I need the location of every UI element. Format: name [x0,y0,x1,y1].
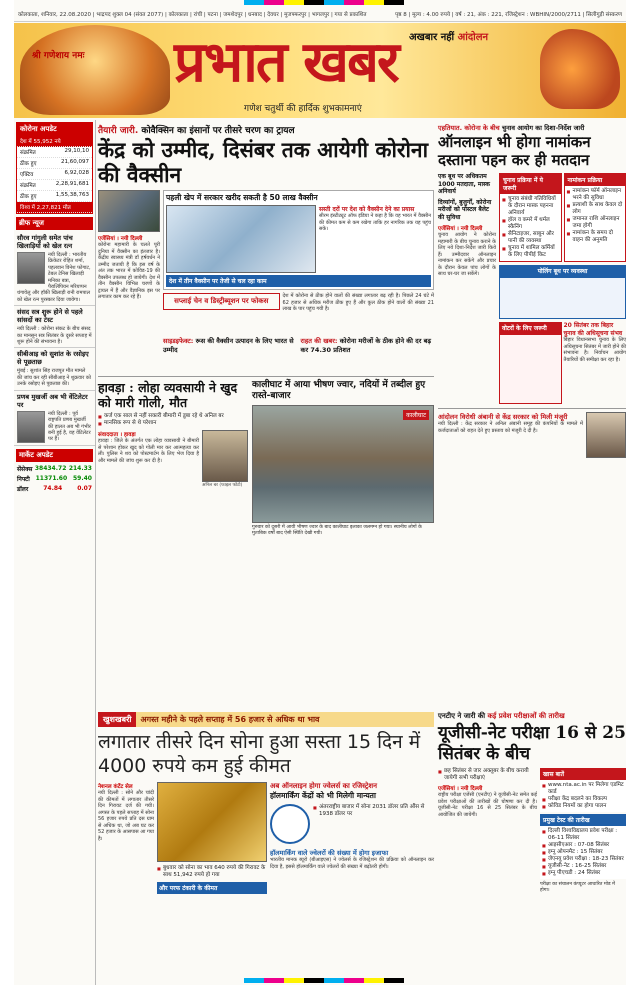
hawrah-byline: संवाददाता । हावड़ा [98,432,136,438]
market-row [14,464,95,474]
market-row [14,474,95,484]
left-column [14,120,96,985]
box2-item: ■ नामांकन के समय दो वाहन की अनुमति [567,230,624,244]
ad-image [540,29,620,109]
box3-title: पोलिंग बूथ पर व्यवस्था [499,265,626,277]
lead-body: कोरोना महामारी के चलते पूरी दुनिया में वैक्सीन का इंतजार है। केंद्रीय स्वास्थ्य मंत्री डॉ हर्षवर्धन ने उम्मीद जतायी है कि इस वर्ष के अंत तक भारत में कोविड-19 की वैक्सीन उपलब्ध हो जायेगी। देश में तीन वैक्सीन विभिन्न चरणों के ट्रायल में हैं और वैज्ञानिक इस पर लगातार काम कर रहे हैं। [98,242,160,300]
corona-row-label: संक्रमित [20,150,36,156]
supply-title: सप्लाई चेन व डिस्ट्रीब्यूशन पर फोकस [163,293,280,310]
brief-story [14,391,95,446]
bottom-color-bar [244,978,404,983]
corona-row [17,158,92,169]
ugc-box-item: ■ परीक्षा केंद्र बदलने का विकल्प [542,796,624,803]
vaccine-photo [166,205,316,273]
brief-story [14,348,95,390]
gold-strip: अगस्त महीने के पहले सप्ताह में 56 हजार से अधिक था भाव [140,715,320,724]
market-change: 0.07 [77,484,92,492]
corona-row-label: ठीक हुए [20,194,37,200]
brief-story-title: प्रणब मुखर्जी अब भी वेंटिलेटर पर [17,392,88,409]
brief-news-title: ब्रीफ न्यूज [16,217,93,230]
box1-item: ■ चुनाव संबंधी गतिविधियों के दौरान मास्क पहनना अनिवार्य [502,196,559,217]
ugc-sched-item: ■ दिल्ली विश्वविद्यालय प्रवेश परीक्षा : 06-11 सितंबर [542,828,624,842]
corona-update-box [16,122,93,214]
gold-body: नयी दिल्ली : सोने और चांदी की कीमतों में लगातार तीसरे दिन गिरावट दर्ज की गयी। अगस्त के पहले सप्ताह में सोना 56 हजार रुपये प्रति दस ग्राम से अधिक था, जो अब घट कर 52 हजार के आसपास आ गया है। [98,790,154,842]
ganesh-image [20,25,170,115]
brief-news-list [14,232,95,446]
market-value: 74.84 [43,484,63,492]
ugc-box-item: ■ www.nta.ac.in पर मिलेगा एडमिट कार्ड [542,782,624,796]
gold-tag: खुशखबरी [98,712,136,727]
ugc-box-title: खास बातें [540,768,626,780]
market-name: डॉलर [17,485,29,493]
ugc-byline: एजेंसियां । नयी दिल्ली [438,786,483,792]
person-photo [202,430,248,482]
market-value: 38434.72 [34,464,67,472]
corona-row-value: 29,10,10 [64,148,89,154]
market-row [14,484,95,494]
gold-photo [157,782,267,862]
corona-world: विश्व में 2,27,821 मौत [17,202,92,213]
brief-story-photo [17,411,45,443]
market-change: 214.33 [68,464,92,472]
hawrah-bullet: ■ मानसिक रूप से थे परेशान [98,420,248,427]
lead-byline: एजेंसियां । नयी दिल्ली [98,236,143,242]
box2-item: ■ जमानत राशि ऑनलाइन जमा होगी [567,216,624,230]
corona-row-value: 2,28,91,681 [55,181,89,187]
ugc-sched-item: ■ जेएनयू प्रवेश परीक्षा : 18-23 सितंबर [542,856,624,863]
ugc-kicker: एनटीए ने जारी की कई प्रवेश परीक्षाओं की तारीख [438,712,565,720]
inset-caption: देश में तीन वैक्सीन पर तेजी से चल रहा काम [166,275,431,287]
minister-photo [98,190,160,232]
voter-point: एक बूथ पर अधिकतम 1000 मतदाता, मास्क अनिवार्य [438,173,490,195]
masthead [14,23,626,118]
corona-row-label: ठीक हुए [20,161,37,167]
ugc-box-item: ■ कोविड नियमों का होगा पालन [542,803,624,810]
ugc-headline: यूजीसी-नेट परीक्षा 16 से 25 सितंबर के बीच [438,723,626,764]
tagline: अखबार नहीं आंदोलन [409,32,489,43]
anil-body: नयी दिल्ली : केंद्र सरकार ने अनिल अंबानी समूह की कंपनियों के मामले में कर्जदाताओं को राहत देते हुए प्रस्ताव को मंजूरी दे दी है। [438,421,583,434]
box2-title: नामांकन प्रक्रिया [565,174,626,186]
inset-title: पहली खेप में सरकार खरीद सकती है 50 लाख वैक्सीन [166,193,318,202]
recovery-title: राहत की खबर: कोरोना मरीजों के ठीक होने की दर बढ़ कर 74.30 प्रतिशत [300,337,431,354]
ugc-sched-item: ■ यूजीसी-नेट : 16-25 सितंबर [542,863,624,870]
flood-photo [252,405,434,523]
gold-bullet-1: ■ बुधवार को सोना का भाव 640 रुपये की गिरावट के साथ 51,942 रुपये हो गया [157,865,267,879]
anil-title: आंदोलन विरोधी अंबानी से केंद्र सरकार को मिली मंजूरी [438,413,568,421]
gold-section [98,712,434,955]
right-column [438,120,626,531]
brief-story-body: नयी दिल्ली : पूर्व राष्ट्रपति प्रणब मुखर्जी की हालत अब भी गंभीर बनी हुई है, वह वेंटिलेटर पर हैं। [48,410,91,443]
ugc-sched-item: ■ आइसीएआर : 07-08 सितंबर [542,842,624,849]
ugc-footnote: परीक्षा का संचालन कंप्यूटर आधारित मोड में होगा। [540,882,616,893]
voter-byline: एजेंसियां । नयी दिल्ली [438,226,483,232]
voter-headline: ऑनलाइन भी होगा नामांकन दस्ताना पहन कर ही मतदान [438,133,591,169]
russia-title: साइडइफेक्ट: रूस की वैक्सीन उत्पादन के लिए भारत से उम्मीद [163,337,294,354]
box1-item: ■ हॉल व कमरे में थर्मल स्कैनिंग [502,217,559,231]
gold-headline: लगातार तीसरे दिन सोना हुआ सस्ता 15 दिन में 4000 रुपये कम हुई कीमत [98,731,421,777]
bis-logo [270,804,310,844]
anil-photo [586,412,626,458]
hawrah-bullets [98,413,248,427]
box1-item: ■ चुनाव में शामिल कर्मियों के लिए पीपीई किट [502,245,559,259]
color-bar [244,0,404,5]
market-value: 11371.60 [35,474,68,482]
flood-photo-label: कालीघाट [403,410,429,420]
corona-row-label: संक्रमित [20,183,36,189]
corona-row [17,180,92,191]
sub-body: देश में कोरोना से ठीक होने वालों की संख्या लगातार बढ़ रही है। पिछले 24 घंटे में 62 हजार से अधिक मरीज ठीक हुए हैं और कुल ठीक होने वालों की संख्या 21 लाख के पार पहुंच गयी है। [282,293,434,312]
ugc-sched-title: प्रमुख टेस्ट की तारीख [540,814,626,826]
hawrah-headline: हावड़ा : लोहा व्यवसायी ने खुद को मारी गोली, मौत [98,380,238,410]
edition-info: कोलकाता, शनिवार, 22.08.2020 | भाद्रपद शुक्ल 04 (संवत 2077) | कोलकाता | रांची | पटना | जमशेदपुर | धनबाद | देवघर | मुजफ्फरपुर | भागलपुर | गया से प्रकाशित [18,12,367,18]
ugc-point: ■ छह सितंबर से जार अक्तूबर के बीच करायी जायेगी सभी परीक्षाएं [438,768,537,782]
market-update [14,449,95,494]
brief-story-body: नयी दिल्ली : कोरोना संकट के बीच संसद का मानसून सत्र सितंबर के दूसरे सप्ताह में शुरू होने की संभावना है। [17,326,92,346]
kalighat-headline: कालीघाट में आया भीषण ज्वार, नदियों में तब्दील हुए रास्ते-बाजार [252,380,426,401]
voter-kicker: एहतियात. कोरोना के बीच चुनाव आयोग का दिशा-निर्देश जारी [438,124,585,132]
lead-headline: केंद्र को उम्मीद, दिसंबर तक आयेगी कोरोना की वैक्सीन [98,137,429,187]
ugc-section [438,712,626,942]
price-info: पृष्ठ 8 | मूल्य : 4.00 रुपये | वर्ष : 21, अंक : 221, रजिस्ट्रेशन : WBHIN/2000/2711 | सिलीगुड़ी संस्करण [395,12,622,18]
hallmark-body: भारतीय मानक ब्यूरो (बीआइएस) ने ज्वेलर्स के रजिस्ट्रेशन की प्रक्रिया को ऑनलाइन कर दिया है, इससे हॉलमार्किंग वाले ज्वेलरों की संख्या में बढ़ोतरी होगी। [270,857,434,870]
brief-story-title: सीबीआइ को सुशांत के रसोइए से पूछताछ [17,350,89,367]
market-name: सेंसेक्स [17,465,33,473]
brief-story [14,232,95,306]
gold-box-title: और परफ टंकारी के कीमत [157,882,267,894]
market-change: 59.40 [73,474,92,482]
hallmark-kicker: अब ऑनलाइन होगा ज्वेलर्स का रजिस्ट्रेशन [270,782,378,790]
main-column [98,120,434,560]
newspaper-page [14,0,626,985]
brief-story-photo [17,252,45,284]
box1-title: चुनाव प्रक्रिया में ये जरूरी [500,174,561,194]
corona-headline: देश में 55,952 नये [17,136,92,147]
market-title: मार्केट अपडेट [16,449,93,462]
voter-body: चुनाव आयोग ने कोरोना महामारी के बीच चुनाव कराने के लिए नये दिशा-निर्देश जारी किये हैं। उम्मीदवार ऑनलाइन नामांकन कर सकेंगे और प्रचार के दौरान केवल पांच लोगों के साथ घर-घर जा सकेंगे। [438,232,496,277]
top-strip [14,8,626,22]
market-name: निफ्टी [17,475,30,483]
newspaper-logo: प्रभात खबर [174,29,398,95]
corona-row [17,147,92,158]
corona-row [17,169,92,180]
brief-story-body: नयी दिल्ली : भारतीय क्रिकेटर रोहित शर्मा, पहलवान विनेश फोगाट, टेबल टेनिस खिलाड़ी मनिका बत्रा, पैरालिंपियन मरियप्पन थंगावेलु और हॉकी खिलाड़ी रानी रामपाल को खेल रत्न पुरस्कार दिया जायेगा। [17,252,91,303]
voter-point: दिव्यांगों, बुजुर्गों, कोरोना मरीजों को पोस्टल बैलेट की सुविधा [438,198,492,221]
gold-bullet-2: ■ अंतरराष्ट्रीय बाजार में सोना 2031 डॉलर प्रति औंस से 1938 डॉलर पर [313,804,434,818]
gold-byline: नेशनल कंटेंट सेल [98,784,133,790]
person-caption: अनिल बर (फाइल फोटो) [202,483,243,488]
box2-item: ■ नामांकन फॉर्म ऑनलाइन भरने की सुविधा [567,188,624,202]
flood-caption: गुरुवार को दूसरी में आयी भीषण ज्वार के बाद कालीघाट इलाका जलमग्न हो गया। स्थानीय लोगों के मुताबिक वर्षों बाद ऐसी स्थिति देखी गयी। [252,525,422,536]
corona-row [17,191,92,202]
lead-kicker: तैयारी जारी. कोवैक्सिन का इंसानों पर तीसरे चरण का ट्रायल [98,126,295,136]
box5-body: बिहार विधानसभा चुनाव के लिए अधिसूचना सितंबर में जारी होने की संभावना है। निर्वाचन आयोग तैयारियों की समीक्षा कर रहा है। [563,337,626,363]
brief-story-body: मुंबई : सुशांत सिंह राजपूत मौत मामले की जांच कर रही सीबीआइ ने शुक्रवार को उनके रसोइए से पूछताछ की। [17,368,91,388]
box2-item: ■ प्रत्याशी के साथ केवल दो लोग [567,202,624,216]
hawrah-body: हावड़ा : जिले के अंतर्गत एक लोहा व्यवसायी ने बीमारी से परेशान होकर खुद को गोली मार कर आत्महत्या कर ली। पुलिस ने शव को पोस्टमार्टम के लिए भेज दिया है और मामले की जांच शुरू कर दी है। [98,438,199,464]
brief-story-title: संसद सत्र शुरू होने से पहले सांसदों का टेस्ट [17,308,83,325]
ugc-body: राष्ट्रीय परीक्षा एजेंसी (एनटीए) ने यूजीसी-नेट समेत कई प्रवेश परीक्षाओं की तारीखों की घोषणा कर दी है। यूजीसी-नेट परीक्षा 16 से 25 सितंबर के बीच आयोजित की जायेगी। [438,792,537,818]
corona-row-value: 6,92,028 [64,170,89,176]
ugc-sched-item: ■ इग्नू ओपनमैट : 15 सितंबर [542,849,624,856]
inset-side-body: सीरम इंस्टीट्यूट ऑफ इंडिया ने कहा है कि वह भारत में वैक्सीन की कीमत कम से कम रखेगा ताकि हर नागरिक तक यह पहुंच सके। [319,213,432,232]
box1-item: ■ सैनिटाइजर, साबुन और पानी की व्यवस्था [502,231,559,245]
festival-wish: गणेश चतुर्थी की हार्दिक शुभकामनाएं [244,104,362,114]
hallmark-sub: हॉलमार्किंग वाले ज्वेलरों की संख्या में होगा इजाफा [270,849,389,857]
inset-side-title: सस्ती दरों पर देश को वैक्सीन देने का प्रयास [319,206,415,213]
corona-row-value: 1,55,38,763 [55,192,89,198]
ganesh-text: श्री गणेशाय नमः [32,51,85,61]
hawrah-bullet: ■ कर्ज एक साल से नहीं सकारी बीमारी में डूबा रहे थे अनिल बर [98,413,248,420]
brief-story-title: सौरव गांगुली समेत पांच खिलाड़ियों को खेल रत्न [17,234,73,250]
ugc-sched-item: ■ इग्नू पीएचडी : 24 सितंबर [542,870,624,877]
corona-row-label: एक्टिव [20,172,34,178]
box5-title: 20 सितंबर तक बिहार चुनाव की अधिसूचना संभव [563,322,623,337]
brief-story [14,306,95,348]
corona-update-title: कोरोना अपडेट [17,123,92,136]
corona-row-value: 21,60,097 [61,159,89,165]
box4-title: वोटरों के लिए जरूरी [499,322,562,334]
hallmark-title: हॉलमार्किंग केंद्रों को भी मिलेगी मान्यता [270,791,376,800]
